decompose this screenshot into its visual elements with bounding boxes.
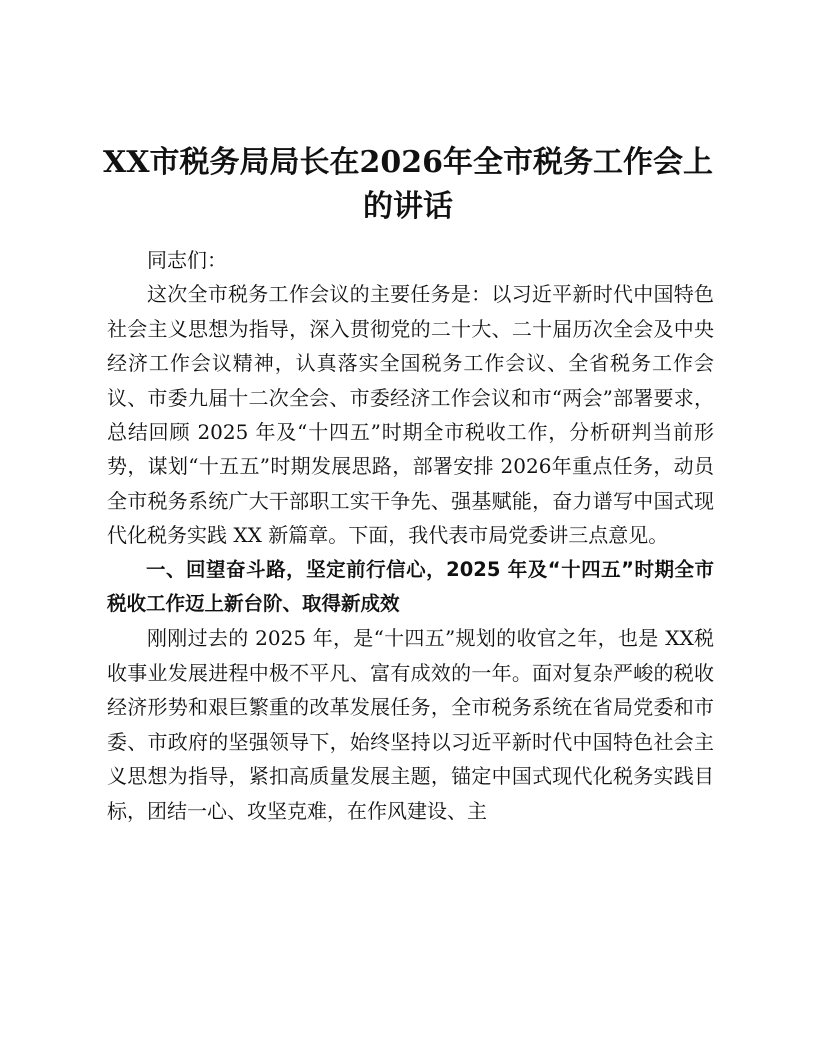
document-body bbox=[107, 243, 714, 828]
salutation: 同志们： bbox=[147, 248, 227, 272]
paragraph-review: 刚刚过去的 2025 年，是“十四五”规划的收官之年，也是 XX税收事业发展进程中极不平凡、富有成效的一年。面对复杂严峻的税收经济形势和艰巨繁重的改革发展任务，全市税务系统在省局党委和市委、市政府的坚强领导下，始终坚持以习近平新时代中国特色社会主义思想为指导，紧扣高质量发展主题，锚定中国式现代化税务实践目标，团结一心、攻坚克难，在作风建设、主 bbox=[107, 626, 714, 823]
paragraph-intro: 这次全市税务工作会议的主要任务是：以习近平新时代中国特色社会主义思想为指导，深入贯彻党的二十大、二十届历次全会及中央经济工作会议精神，认真落实全国税务工作会议、全省税务工作会议、市委九届十二次全会、市委经济工作会议和市“两会”部署要求，总结回顾 2025 年及“十四五”时期全市税收工作，分析研判当前形势，谋划“十五五”时期发展思路，部署安排 2026年重点任务，动员全市税务系统广大干部职工实干争先、强基赋能，奋力谱写中国式现代化税务实践 XX 新篇章。下面，我代表市局党委讲三点意见。 bbox=[107, 282, 714, 548]
section-heading-1: 一、回望奋斗路，坚定前行信心，2025 年及“十四五”时期全市税收工作迈上新台阶、取得新成效 bbox=[107, 557, 714, 616]
document-title: XX市税务局局长在2026年全市税务工作会上的讲话 bbox=[102, 145, 714, 224]
